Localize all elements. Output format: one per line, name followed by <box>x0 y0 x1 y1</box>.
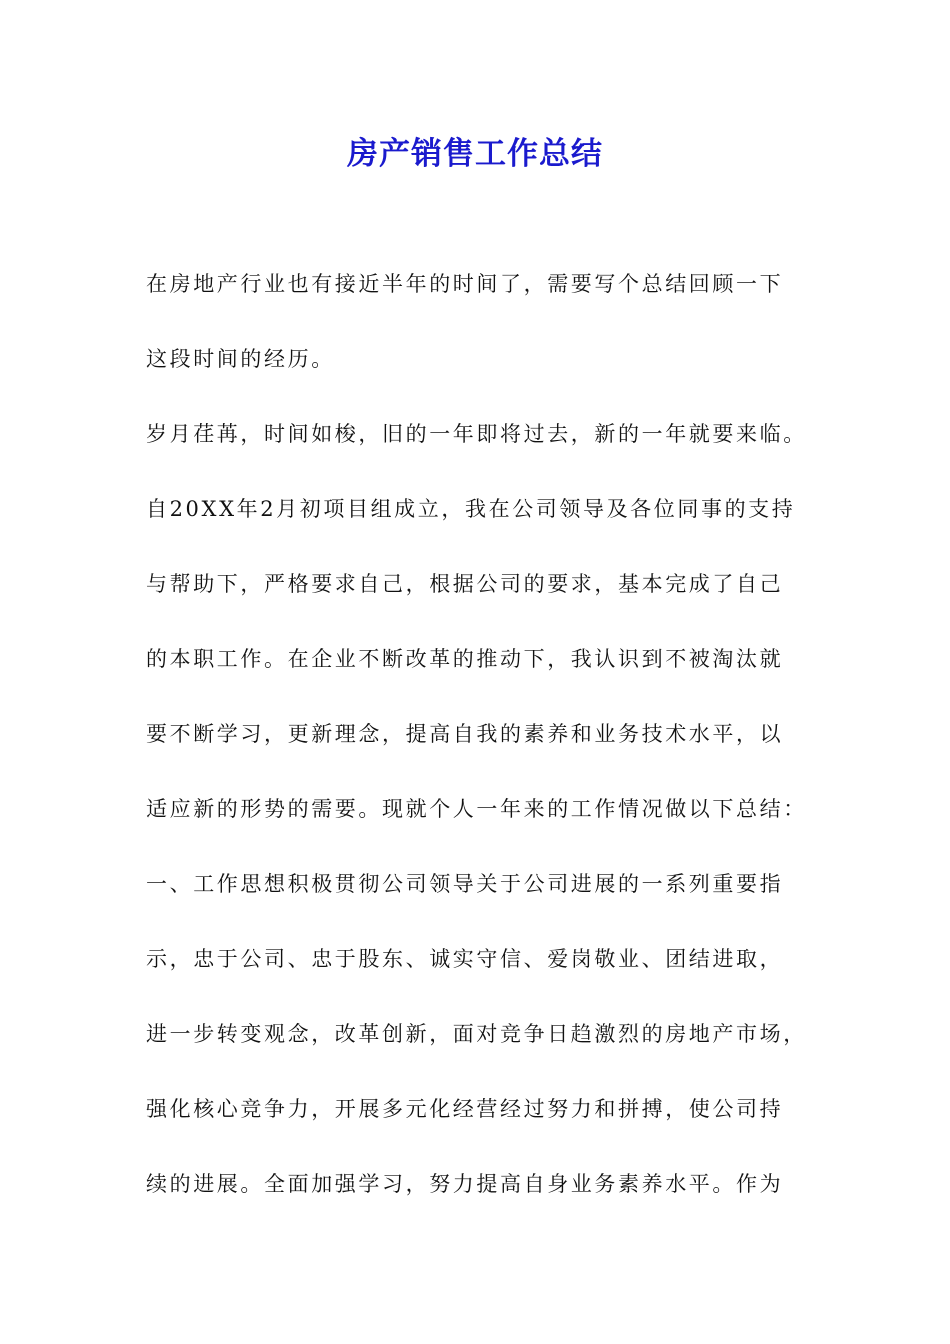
paragraph-line: 这段时间的经历。 <box>146 347 335 371</box>
paragraph-line: 与帮助下，严格要求自己，根据公司的要求，基本完成了自己 <box>146 572 784 596</box>
paragraph-line: 强化核心竞争力，开展多元化经营经过努力和拼搏，使公司持 <box>146 1097 784 1121</box>
paragraph-line: 续的进展。全面加强学习，努力提高自身业务素养水平。作为 <box>146 1172 784 1196</box>
paragraph-line: 适应新的形势的需要。现就个人一年来的工作情况做以下总结： <box>146 797 807 821</box>
paragraph-line: 示，忠于公司、忠于股东、诚实守信、爱岗敬业、团结进取， <box>146 947 784 971</box>
paragraph-line: 自20XX年2月初项目组成立，我在公司领导及各位同事的支持 <box>146 497 796 521</box>
paragraph-line: 进一步转变观念，改革创新，面对竞争日趋激烈的房地产市场， <box>146 1022 807 1046</box>
paragraph-line: 要不断学习，更新理念，提高自我的素养和业务技术水平，以 <box>146 722 784 746</box>
paragraph-line: 岁月荏苒，时间如梭，旧的一年即将过去，新的一年就要来临。 <box>146 422 807 446</box>
paragraph-line: 的本职工作。在企业不断改革的推动下，我认识到不被淘汰就 <box>146 647 784 671</box>
paragraph-line: 一、工作思想积极贯彻公司领导关于公司进展的一系列重要指 <box>146 872 784 896</box>
document-title: 房产销售工作总结 <box>347 136 603 172</box>
paragraph-line: 在房地产行业也有接近半年的时间了，需要写个总结回顾一下 <box>146 272 784 296</box>
